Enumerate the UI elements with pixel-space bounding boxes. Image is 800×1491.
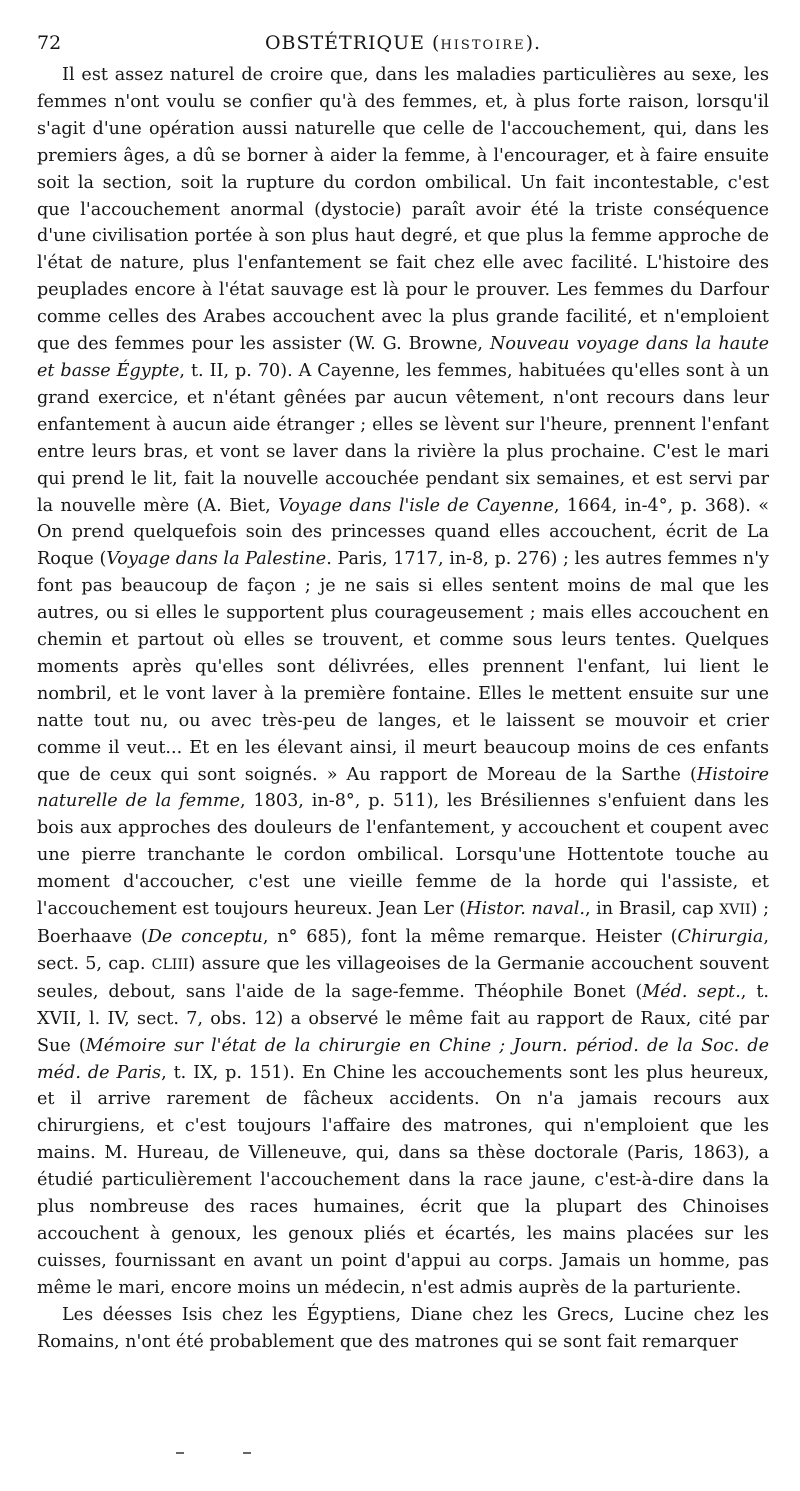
running-title bbox=[37, 28, 769, 61]
book-page bbox=[37, 28, 769, 1356]
text-segment: . Paris, 1717, in-8, p. 276) ; les autres femmes n'y font pas beaucoup de façon ; je ne sais si elles sentent moins de mal que les autres, ou si elles le supportent plus courageusement ; mais elles accouchent en chemin et partout où elles se trouvent, et comme sous leurs tentes. Quelques moments après qu'elles sont délivrées, elles prennent l'enfant, lui lient le nombril, et le vont laver à la première fontaine. Elles le mettent ensuite sur une natte tout nu, ou avec très-peu de langes, et le laissent se mouvoir et crier comme il veut... Et en les élevant ainsi, il meurt beaucoup moins de ces enfants que de ceux qui sont soignés. » Au rapport de Moreau de la Sarthe ( bbox=[37, 549, 769, 785]
chapter-numeral: CLIII bbox=[151, 956, 189, 973]
citation-title: Méd. sept. bbox=[642, 981, 741, 1002]
citation-title: Mémoire sur l'état de la chirurgie en Chine ; Journ. périod. de la Soc. de méd. de Paris bbox=[37, 1035, 769, 1083]
print-mark bbox=[243, 1452, 251, 1454]
running-title-subtitle: HISTOIRE bbox=[440, 38, 526, 53]
citation-title: Histor. naval. bbox=[466, 899, 585, 920]
footer-marks bbox=[0, 1452, 800, 1456]
text-segment: , n° 685), font la même remarque. Heister ( bbox=[262, 927, 678, 947]
running-title-main: OBSTÉTRIQUE bbox=[264, 32, 425, 54]
text-segment: , in Brasil, cap bbox=[584, 899, 720, 920]
citation-title: Histoire naturelle de la femme bbox=[37, 764, 769, 812]
citation-title: Voyage dans l'isle de Cayenne bbox=[278, 495, 554, 516]
citation-title: De conceptu bbox=[147, 927, 263, 947]
print-mark bbox=[176, 1452, 184, 1454]
text-segment: , t. II, p. 70). A Cayenne, les femmes, habituées qu'elles sont à un grand exercice, et n'étant gênées par aucun vêtement, n'ont recours dans leur enfantement à aucun aide étranger ; elles se lèvent sur l'heure, prennent l'enfant entre leurs bras, et vont se laver dans la rivière la plus prochaine. C'est le mari qui prend le lit, fait la nouvelle accouchée pendant six semaines, et est servi par la nouvelle mère (A. Biet, bbox=[37, 360, 769, 516]
text-segment: ) ; Boerhaave ( bbox=[37, 899, 770, 947]
body-text bbox=[37, 62, 769, 1356]
text-segment: , 1664, in-4°, p. 368). « On prend quelquefois soin des princesses quand elles accouchent, écrit de La Roque ( bbox=[37, 495, 769, 570]
running-title-close: ). bbox=[525, 32, 542, 54]
running-title-open: ( bbox=[425, 32, 441, 54]
page-number: 72 bbox=[37, 32, 62, 54]
text-segment: , t. XVII, l. IV, sect. 7, obs. 12) a observé le même fait au rapport de Raux, cité par Sue ( bbox=[37, 981, 769, 1056]
citation-title: Voyage dans la Palestine bbox=[106, 549, 327, 570]
paragraph-1 bbox=[37, 62, 769, 1302]
text-segment: ) assure que les villageoises de la Germanie accouchent souvent seules, debout, sans l'aide de la sage-femme. Théophile Bonet ( bbox=[37, 953, 769, 1002]
citation-title: Nouveau voyage dans la haute et basse Égypte bbox=[37, 334, 770, 381]
page-header bbox=[37, 28, 769, 58]
paragraph-2: Les déesses Isis chez les Égyptiens, Diane chez les Grecs, Lucine chez les Romains, n'ont été probablement que des matrones qui se sont fait remarquer bbox=[37, 1304, 769, 1352]
text-segment: , 1803, in-8°, p. 511), les Brésiliennes s'enfuient dans les bois aux approches des douleurs de l'enfantement, y accouchent et coupent avec une pierre tranchante le cordon ombilical. Lorsqu'une Hottentote touche au moment d'accoucher, c'est une vieille femme de la horde qui l'assiste, et l'accouchement est toujours heureux. Jean Ler ( bbox=[37, 791, 769, 920]
chapter-numeral: XVII bbox=[719, 902, 751, 919]
text-segment: , sect. 5, cap. bbox=[37, 927, 769, 974]
text-segment: Il est assez naturel de croire que, dans les maladies particulières au sexe, les femmes n'ont voulu se confier qu'à des femmes, et, à plus forte raison, lorsqu'il s'agit d'une opération aussi naturelle que celle de l'accouchement, qui, dans les premiers âges, a dû se borner à aider la femme, à l'encourager, et à faire ensuite soit la section, soit la rupture du cordon ombilical. Un fait incontestable, c'est que l'accouchement anormal (dystocie) paraît avoir été la triste conséquence d'une civilisation portée à son plus haut degré, et que plus la femme approche de l'état de nature, plus l'enfantement se fait chez elle avec facilité. L'histoire des peuplades encore à l'état sauvage est là pour le prouver. Les femmes du Darfour comme celles des Arabes accouchent avec la plus grande facilité, et n'emploient que des femmes pour les assister (W. G. Browne, bbox=[37, 65, 769, 355]
text-segment: , t. IX, p. 151). En Chine les accouchements sont les plus heureux, et il arrive rarement de fâcheux accidents. On n'a jamais recours aux chirurgiens, et c'est toujours l'affaire des matrones, qui n'emploient que les mains. M. Hureau, de Villeneuve, qui, dans sa thèse doctorale (Paris, 1863), a étudié particulièrement l'accouchement dans la race jaune, c'est-à-dire dans la plus nombreuse des races humaines, écrit que la plupart des Chinoises accouchent à genoux, les genoux pliés et écartés, les mains placées sur les cuisses, fournissant en avant un point d'appui au corps. Jamais un homme, pas même le mari, encore moins un médecin, n'est admis auprès de la parturiente. bbox=[37, 1062, 769, 1298]
citation-title: Chirurgia bbox=[677, 927, 764, 947]
